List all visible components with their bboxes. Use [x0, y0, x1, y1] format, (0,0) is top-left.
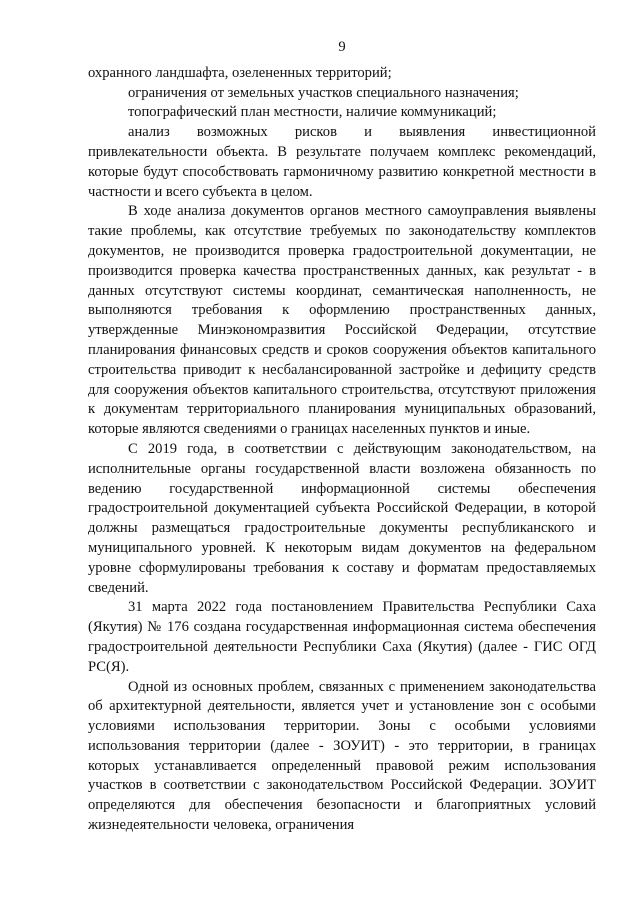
paragraph-8: Одной из основных проблем, связанных с применением законодательства об архитектурной деятельности, является учет и установление зон с особыми условиями использования территории. Зоны с особыми условиями использования территории (далее - ЗОУИТ) - это территории, в границах которых устанавливается определенный правовой режим использования участков в соответствии с законодательством Российской Федерации. ЗОУИТ определяются для обеспечения безопасности и благоприятных условий жизнедеятельности человека, ограничения: [88, 678, 596, 834]
paragraph-2: ограничения от земельных участков специального назначения;: [128, 84, 519, 101]
paragraph-5: В ходе анализа документов органов местного самоуправления выявлены такие проблемы, как отсутствие требуемых по законодательству комплектов документов, не производится проверка градостроительной документации, не производится проверка качества пространственных данных, как результат - в данных отсутствуют системы координат, семантическая наполненность, не выполняются требования к оформлению пространственных данных, утвержденные Минэкономразвития Российской Федерации, отсутствие планирования финансовых средств и сроков сооружения объектов капитального строительства приводит к несбалансированной застройке и дефициту средств для сооружения объектов капитального строительства, отсутствуют приложения к документам территориального планирования муниципальных образований, которые являются сведениями о границах населенных пунктов и иные.: [88, 203, 596, 438]
paragraph-1: охранного ландшафта, озелененных территорий;: [88, 64, 392, 81]
paragraph-7: 31 марта 2022 года постановлением Правительства Республики Саха (Якутия) № 176 создана государственная информационная система обеспечения градостроительной деятельности Республики Саха (Якутия) (далее - ГИС ОГД РС(Я).: [88, 599, 596, 675]
paragraph-3: топографический план местности, наличие коммуникаций;: [128, 104, 497, 121]
document-page: [88, 38, 596, 836]
page-number: 9: [338, 39, 346, 55]
paragraph-4: анализ возможных рисков и выявления инвестиционной привлекательности объекта. В результате получаем комплекс рекомендаций, которые будут способствовать гармоничному развитию конкретной местности в частности и всего субъекта в целом.: [88, 124, 596, 200]
paragraph-6: С 2019 года, в соответствии с действующим законодательством, на исполнительные органы государственной власти возложена обязанность по ведению государственной информационной системы обеспечения градостроительной документацией субъекта Российской Федерации, в которой должны размещаться градостроительные документы республиканского и муниципального уровней. К некоторым видам документов на федеральном уровне сформулированы требования к составу и форматам предоставляемых сведений.: [88, 440, 596, 596]
